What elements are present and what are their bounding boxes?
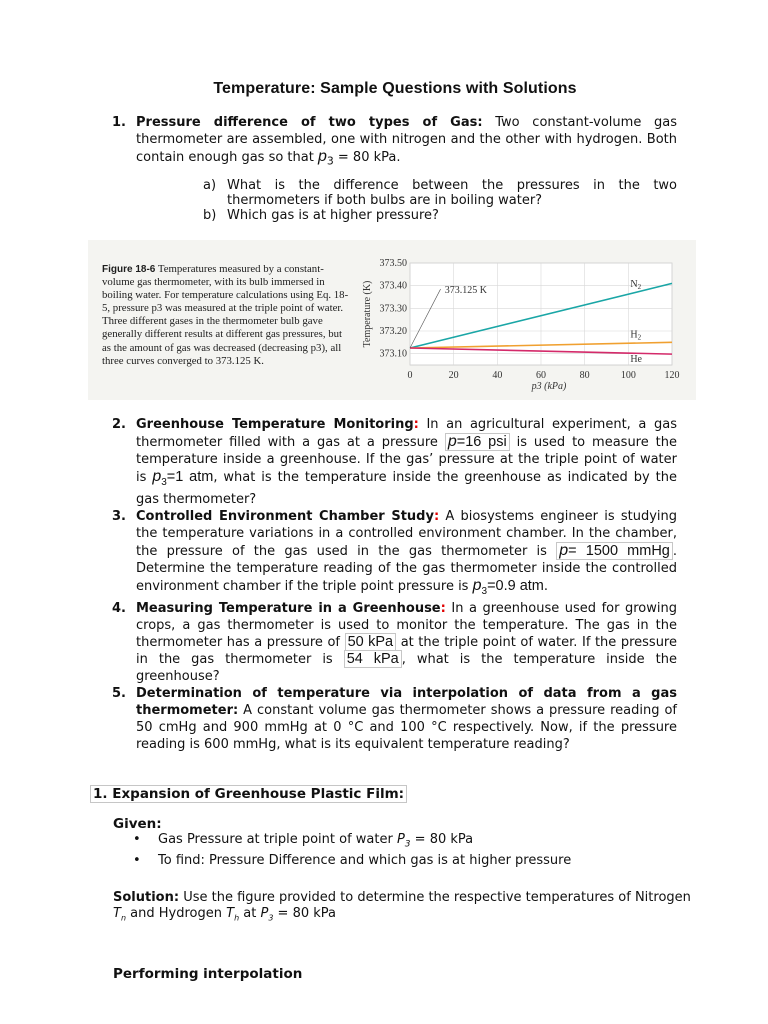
solution-heading xyxy=(90,786,407,802)
question-number: 4. xyxy=(112,600,126,616)
question-4 xyxy=(112,600,677,685)
solution-label: Solution: xyxy=(113,890,180,905)
question-number: 5. xyxy=(112,685,126,701)
given-item: • Gas Pressure at triple point of water $P_3 = 80$ kPa xyxy=(113,832,693,853)
x-tick-label: 120 xyxy=(664,370,680,381)
subquestion-b xyxy=(203,208,677,223)
annotation-label: 373.125 K xyxy=(444,285,487,297)
y-axis-label: Temperature (K) xyxy=(362,280,373,348)
pressure-variable: p xyxy=(317,148,327,165)
y-tick-label: 373.20 xyxy=(379,326,407,337)
question-text: A biosystems engineer is studying the temperature variations in a controlled environment chamber. In the chamber, the pressure of the gas used in the gas thermometer is xyxy=(136,508,677,559)
given-item: • To find: Pressure Difference and which gas is at higher pressure xyxy=(113,853,693,868)
question-2 xyxy=(112,416,677,508)
y-tick-label: 373.40 xyxy=(379,280,407,292)
heading-colon: : xyxy=(433,508,440,524)
subquestion-text: What is the difference between the pressures in the two thermometers if both bulbs are in boiling water? xyxy=(227,178,677,208)
question-number: 3. xyxy=(112,508,126,524)
subquestion-label: b) xyxy=(203,208,217,223)
x-tick-label: 40 xyxy=(492,370,503,381)
question-heading: Determination of temperature via interpolation of data from a gas thermometer: xyxy=(136,685,677,718)
performing-interpolation-heading: Performing interpolation xyxy=(113,966,303,982)
question-text: . Determine the temperature reading of the gas thermometer inside the controlled environment chamber if the triple point pressure is xyxy=(136,543,677,594)
question-heading: Greenhouse Temperature Monitoring xyxy=(136,417,414,432)
question-text: , what is the temperature inside the greenhouse as indicated by the gas thermometer? xyxy=(136,470,677,507)
question-number: 2. xyxy=(112,417,126,432)
triple-point-pressure: $p_3=1$ atm xyxy=(152,468,214,488)
series-label-h2: $H_2$ xyxy=(630,329,642,342)
heading-colon: : xyxy=(440,600,446,616)
question-heading: Pressure difference of two types of Gas: xyxy=(136,115,483,130)
x-tick-label: 100 xyxy=(620,370,636,381)
x-tick-label: 80 xyxy=(579,370,590,381)
question-text: , what is the temperature inside the greenhouse? xyxy=(136,651,677,684)
triple-point-pressure: $p_3=0.9$ atm xyxy=(472,576,544,597)
figure-caption-text: Temperatures measured by a constant-volume gas thermometer, with its bulb immersed in boiling water. For temperature calculations using Eq. 18-5, pressure p3 was measured at the triple point of water. Three different gases in the thermometer bulb gave generally different results at different gas pressures, but as the amount of gas was decreased (decreasing p3), all three curves converged to 373.125 K. xyxy=(102,263,349,367)
question-text: at the triple point of water. If the pressure in the gas thermometer is xyxy=(136,634,677,667)
subquestion-a xyxy=(203,178,677,208)
pressure-value-box: p= 1500 mmHg xyxy=(556,542,673,560)
y-tick-label: 373.50 xyxy=(379,258,407,269)
question-1 xyxy=(112,114,677,170)
series-label-n2: $N_2$ xyxy=(630,279,642,292)
solution-text: Solution: Use the figure provided to determine the respective temperatures of Nitrogen $T_n$ and Hydrogen $T_h$ at $P_3 = 80$ kPa xyxy=(113,890,691,923)
question-3 xyxy=(112,508,677,600)
question-text: In a greenhouse used for growing crops, a gas thermometer is used to monitor the temperature. The gas in the thermometer has a pressure of xyxy=(136,600,677,650)
pressure-value-box: 50 kPa xyxy=(345,633,397,651)
questions-list xyxy=(112,416,677,753)
question-heading: Controlled Environment Chamber Study xyxy=(136,508,434,524)
question-text: = 80 kPa. xyxy=(333,150,401,165)
subquestion-label: a) xyxy=(203,178,217,193)
question-heading: Measuring Temperature in a Greenhouse xyxy=(136,600,441,616)
question-5 xyxy=(112,685,677,753)
x-tick-label: 0 xyxy=(407,370,413,381)
page-title: Temperature: Sample Questions with Solutions xyxy=(213,80,577,97)
x-axis-label: p3 (kPa) xyxy=(531,381,567,392)
subquestion-text: Which gas is at higher pressure? xyxy=(227,208,439,223)
question-text: Two constant-volume gas thermometer are assembled, one with nitrogen and the other with hydrogen. Both contain enough gas so that xyxy=(136,115,677,165)
given-label: Given: xyxy=(113,816,162,832)
subscript: 3 xyxy=(326,154,334,168)
pressure-value-box: 54 kPa xyxy=(344,650,402,668)
y-tick-label: 373.30 xyxy=(379,303,407,315)
question-text: is used to measure the temperature inside a greenhouse. If the gas’ pressure at the triple point of water is xyxy=(136,435,677,485)
temperature-chart xyxy=(88,240,696,400)
question-text: . xyxy=(543,578,549,594)
series-label-he: He xyxy=(630,354,643,366)
question-text: A constant volume gas thermometer shows a pressure reading of 50 cmHg and 900 mmHg at 0 °C and 100 °C respectively. Now, if the pressure reading is 600 mmHg, what is its equivalent temperature reading? xyxy=(136,702,677,752)
question-number: 1. xyxy=(112,115,126,130)
given-section xyxy=(113,817,693,868)
x-tick-label: 60 xyxy=(536,370,546,381)
x-tick-label: 20 xyxy=(448,370,459,381)
figure-18-6 xyxy=(88,240,696,400)
pressure-value-box: p=16 psi xyxy=(445,433,510,451)
y-tick-label: 373.10 xyxy=(379,348,407,360)
solution-heading-text: 1. Expansion of Greenhouse Plastic Film: xyxy=(90,785,407,803)
question-1-subparts xyxy=(203,178,677,223)
question-text: In an agricultural experiment, a gas thermometer filled with a gas at a pressure xyxy=(136,417,677,450)
heading-colon: : xyxy=(413,417,419,432)
figure-label: Figure 18-6 xyxy=(102,264,156,275)
